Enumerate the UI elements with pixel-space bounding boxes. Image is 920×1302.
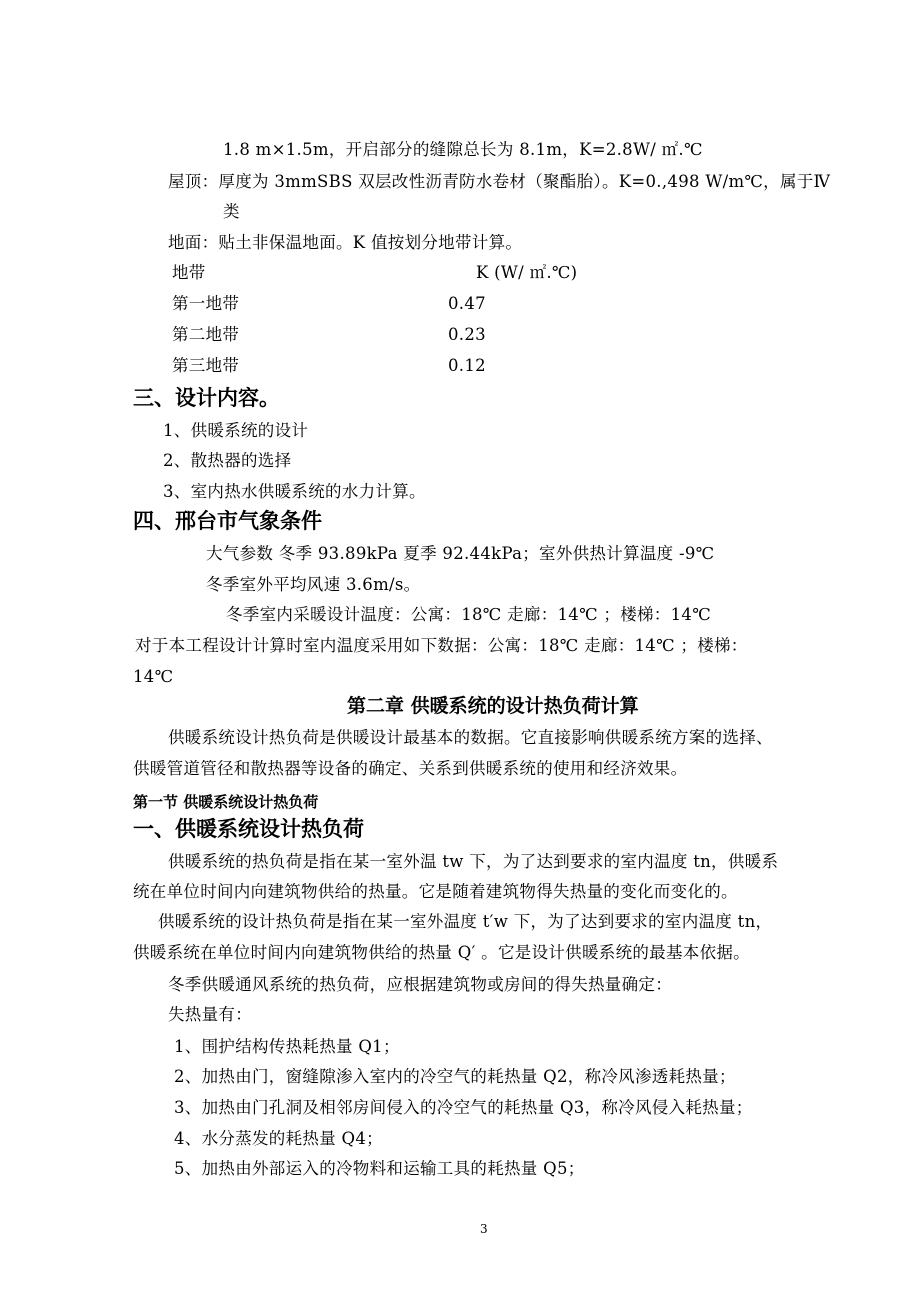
section3-item: 2、散热器的选择 (163, 451, 292, 470)
subsection-heading: 一、供暖系统设计热负荷 (133, 817, 364, 841)
paragraph-line: 供暖系统的热负荷是指在某一室外温 tw 下，为了达到要求的室内温度 tn，供暖系 (168, 852, 779, 871)
indoor-calc-temp-line: 对于本工程设计计算时室内温度采用如下数据：公寓：18℃ 走廊：14℃ ；楼梯： (135, 636, 748, 655)
indoor-design-temp-line: 冬季室内采暖设计温度：公寓：18℃ 走廊：14℃ ；楼梯：14℃ (226, 605, 711, 624)
header-zone: 地带 (172, 263, 206, 282)
table-row (172, 324, 692, 355)
indoor-calc-temp-line-cont: 14℃ (133, 667, 174, 686)
heat-loss-item: 1、围护结构传热耗热量 Q1； (174, 1037, 400, 1056)
section-title: 第一节 供暖系统设计热负荷 (133, 793, 319, 811)
section4-heading: 四、邢台市气象条件 (133, 509, 322, 533)
zone-cell: 第二地带 (172, 325, 240, 344)
chapter-intro: 供暖系统设计热负荷是供暖设计最基本的数据。它直接影响供暖系统方案的选择、 (168, 728, 773, 747)
paragraph-line: 失热量有： (168, 1005, 252, 1024)
window-spec-line: 1.8 m×1.5m，开启部分的缝隙总长为 8.1m，K=2.8W/ ㎡.℃ (223, 140, 703, 159)
section3-heading: 三、设计内容。 (133, 386, 280, 410)
k-cell: 0.47 (448, 294, 486, 313)
table-row (172, 293, 692, 324)
paragraph-line: 统在单位时间内向建筑物供给的热量。它是随着建筑物得失热量的变化而变化的。 (133, 882, 738, 901)
k-cell: 0.12 (448, 356, 486, 375)
table-header (172, 262, 692, 293)
paragraph-line: 供暖系统在单位时间内向建筑物供给的热量 Q′ 。它是设计供暖系统的最基本依据。 (133, 943, 750, 962)
heat-loss-item: 2、加热由门，窗缝隙渗入室内的冷空气的耗热量 Q2，称冷风渗透耗热量； (174, 1067, 736, 1086)
page-number: 3 (480, 1222, 488, 1236)
zone-cell: 第三地带 (172, 356, 240, 375)
heat-loss-item: 5、加热由外部运入的冷物料和运输工具的耗热量 Q5； (174, 1159, 585, 1178)
heat-loss-item: 3、加热由门孔洞及相邻房间侵入的冷空气的耗热量 Q3，称冷风侵入耗热量； (174, 1098, 753, 1117)
paragraph-line: 供暖系统的设计热负荷是指在某一室外温度 t′w 下，为了达到要求的室内温度 tn， (158, 912, 773, 931)
section3-item: 1、供暖系统的设计 (163, 421, 309, 440)
climate-pressure-line: 大气参数 冬季 93.89kPa 夏季 92.44kPa；室外供热计算温度 -9℃ (206, 544, 715, 563)
section3-item: 3、室内热水供暖系统的水力计算。 (163, 482, 426, 501)
chapter-title: 第二章 供暖系统的设计热负荷计算 (347, 695, 639, 717)
ground-zone-table (172, 262, 692, 386)
chapter-intro-cont: 供暖管道管径和散热器等设备的确定、关系到供暖系统的使用和经济效果。 (133, 759, 688, 778)
roof-spec-line: 屋顶：厚度为 3mmSBS 双层改性沥青防水卷材（聚酯胎）。K=0.,498 W/m℃，属于Ⅳ (168, 172, 831, 191)
heat-loss-item: 4、水分蒸发的耗热量 Q4； (174, 1129, 383, 1148)
zone-cell: 第一地带 (172, 294, 240, 313)
climate-wind-line: 冬季室外平均风速 3.6m/s。 (206, 575, 421, 594)
paragraph-line: 冬季供暖通风系统的热负荷，应根据建筑物或房间的得失热量确定： (168, 975, 672, 994)
k-cell: 0.23 (448, 325, 486, 344)
roof-spec-line-cont: 类 (223, 202, 240, 221)
ground-spec-line: 地面：贴土非保温地面。K 值按划分地带计算。 (168, 233, 523, 252)
table-row (172, 355, 692, 386)
header-k: K (W/ ㎡.℃) (476, 263, 578, 282)
